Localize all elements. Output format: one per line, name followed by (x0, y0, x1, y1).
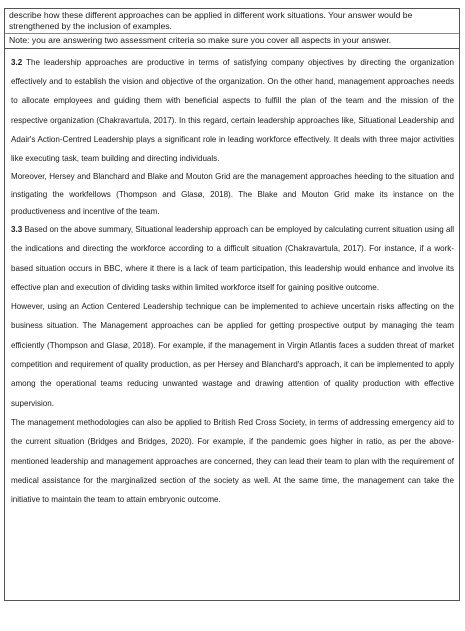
answer-paragraph-3 (11, 220, 454, 297)
section-number: 3.2 (11, 57, 23, 67)
answer-box (4, 48, 460, 601)
question-instruction: describe how these different approaches can be applied in different work situations. Your answer would be strengthened by the inclusion of examples. (9, 10, 413, 32)
paragraph-text: The leadership approaches are productive in terms of satisfying company objectives by directing the organization effectively and to establish the vision and objective of the organization. On the other hand, management approaches needs to allocate employees and guiding them with beneficial aspects to fulfill the plan of the team and the mission of the respective organization (Chakravartula, 2017). In this regard, certain leadership approaches like, Situational Leadership and Adair's Action-Centred Leadership plays a significant role in leading workforce effectively. It deals with three major activities like executing task, team building and directing individuals. (11, 57, 454, 164)
question-note: Note: you are answering two assessment criteria so make sure you cover all aspects in your answer. (5, 33, 459, 47)
section-number: 3.3 (11, 225, 23, 234)
paragraph-text: The management methodologies can also be applied to British Red Cross Society, in terms of addressing emergency aid to the current situation (Bridges and Bridges, 2020). For example, if the pandemic goes higher in ratio, as per the above-mentioned leadership and management approaches are concerned, they can lead their team to plan with the requirement of medical assistance for the marginalized section of the society as well. At the same time, the management can take the initiative to maintain the team to attain embryonic outcome. (11, 417, 454, 505)
question-box (4, 8, 460, 48)
answer-paragraph-1 (11, 53, 454, 169)
answer-paragraph-4 (11, 297, 454, 413)
document-page (4, 8, 460, 601)
paragraph-text: However, using an Action Centered Leadership technique can be implemented to achieve uncertain risks affecting on the business situation. The Management approaches can be applied for getting prospective output by managing the team efficiently (Thompson and Glasø, 2018). For example, if the management in Virgin Atlantis faces a sudden threat of market competition and requirement of quality production, as per Hersey and Blanchard's approach, it can be implemented to apply among the operational teams reducing unwanted wastage and drawing attention of quality production with effective supervision. (11, 302, 454, 408)
paragraph-text: Based on the above summary, Situational leadership approach can be employed by calculating current situation using all the indications and directing the workforce according to a difficult situation (Chakravartula, 2017). For instance, if a work-based situation occurs in BBC, where it there is a lack of team participation, this leadership would enhance and involve its effective plan and execution of dividing tasks within limited workforce itself for gaining positive outcome. (11, 225, 454, 292)
paragraph-text: Moreover, Hersey and Blanchard and Blake and Mouton Grid are the management approaches heeding to the situation and instigating the workfellows (Thompson and Glasø, 2018). The Blake and Mouton Grid make its instance on the productiveness and incentive of the team. (11, 172, 454, 216)
answer-paragraph-2 (11, 168, 454, 220)
answer-paragraph-5 (11, 413, 454, 509)
